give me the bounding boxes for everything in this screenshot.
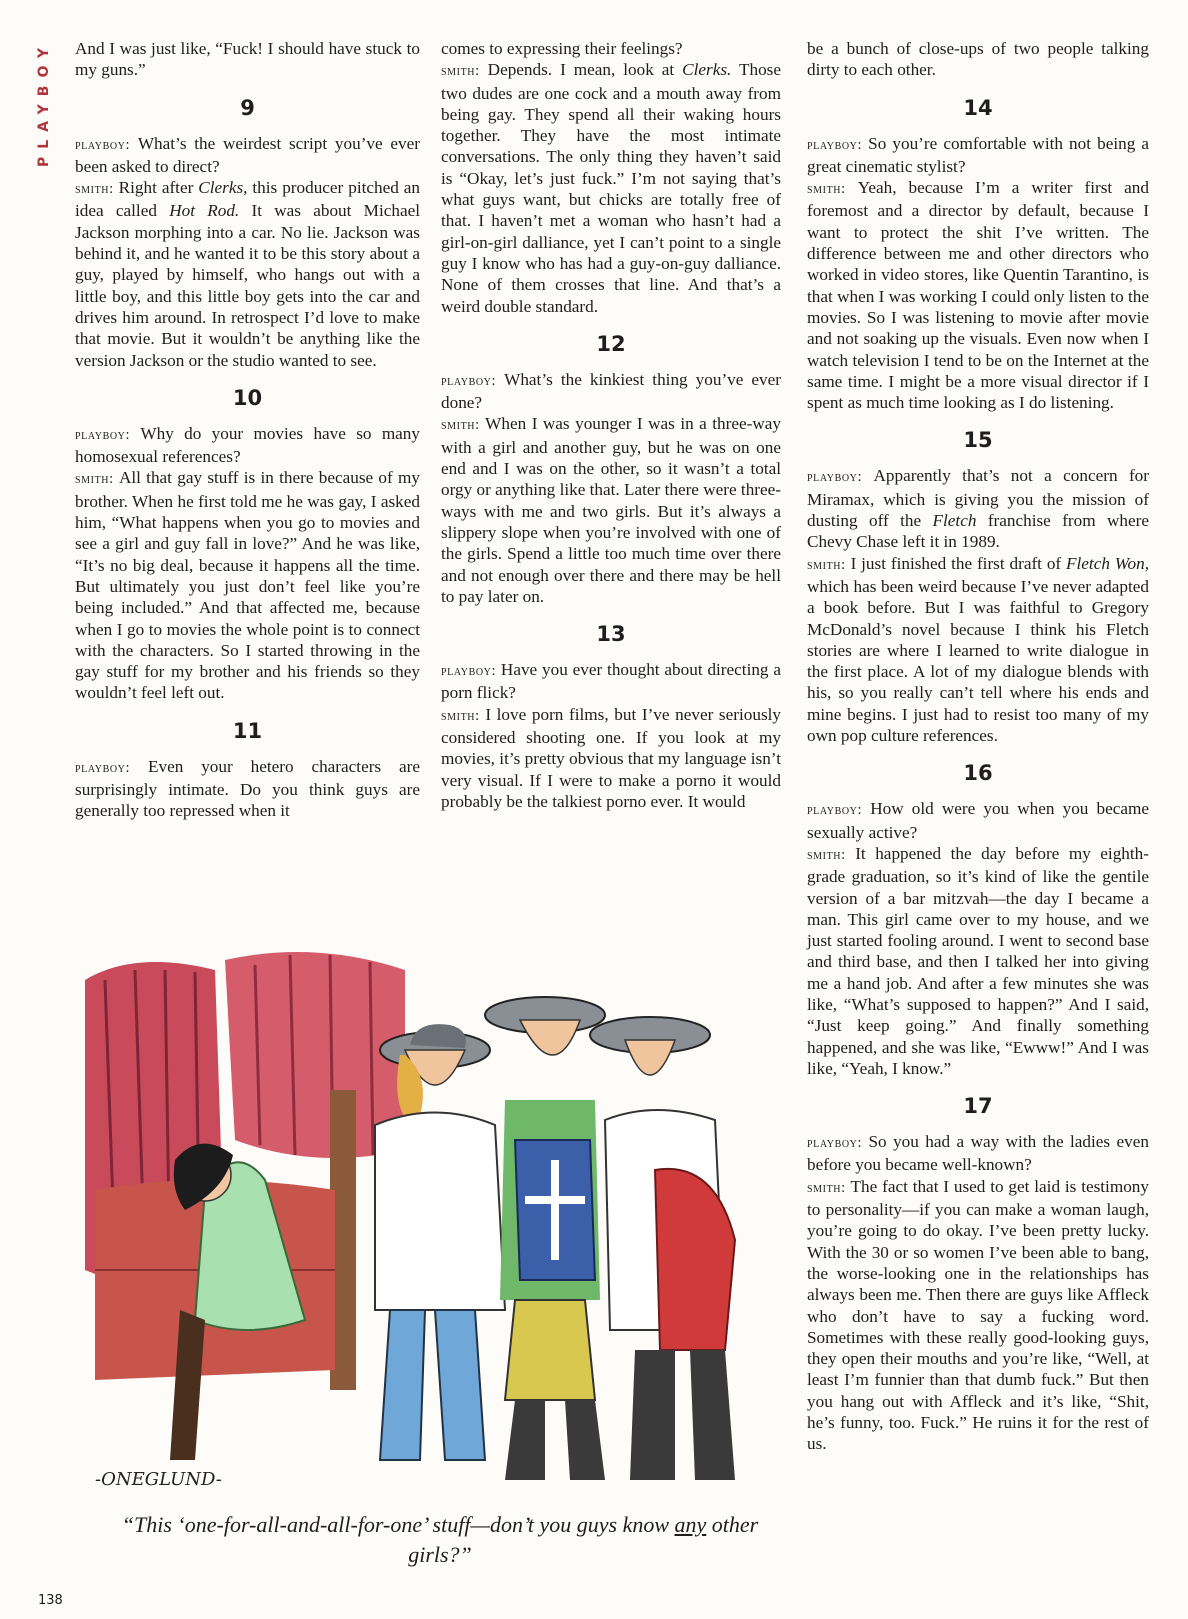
text-column-2 bbox=[441, 38, 781, 812]
question-number: 15 bbox=[963, 428, 993, 453]
question-number: 14 bbox=[963, 95, 993, 120]
speaker-label: playboy : bbox=[75, 137, 138, 153]
question-number: 10 bbox=[232, 385, 263, 410]
question-number: 11 bbox=[232, 718, 263, 743]
speaker-label: playboy : bbox=[75, 760, 148, 776]
speaker-label: smith : bbox=[441, 417, 485, 433]
text-column-3 bbox=[807, 38, 1149, 1455]
answer: smith : It happened the day before my eighth-grade graduation, so it’s kind of like the gentile version of a bar mitzvah—the day I became a man. This girl came over to my house, and we just started fooling around. I went to second base and third base, and then I talked her into giving me a hand job. And after a few minutes she was like, “What’s supposed to happen?” And I said, “Just keep going.” And finally something happened, and she was like, “Ewww!” And I was like, “Yeah, I know.” bbox=[807, 843, 1149, 1079]
speaker-label: smith : bbox=[807, 1180, 851, 1196]
magazine-side-title bbox=[33, 40, 55, 220]
question-number: 13 bbox=[596, 622, 626, 647]
speaker-label: playboy : bbox=[75, 427, 140, 443]
question-number: 12 bbox=[596, 331, 626, 356]
speaker-label: smith : bbox=[807, 181, 858, 197]
speaker-label: playboy : bbox=[807, 137, 868, 153]
answer: smith : The fact that I used to get laid is testimony to personality—if you can make a woman laugh, you’re going to do okay. I’ve been pretty lucky. With the 30 or so women I’ve been able to bang, the worse-looking one in the relationships has always been me. Then there are guys like Affleck who don’t have to say a fucking word. Sometimes with these really good-looking guys, they open their mouths and you’re like, “Well, at least I’m funnier than that dumb fuck.” But then you hang out with Affleck and it’s like, “Shit, he’s funny, too. Fuck.” He ruins it for the rest of us. bbox=[807, 1176, 1149, 1455]
speaker-label: smith : bbox=[75, 181, 119, 197]
magazine-name: PLAYBOY bbox=[36, 40, 52, 168]
cartoon-illustration bbox=[75, 940, 795, 1500]
speaker-label: playboy : bbox=[807, 1135, 869, 1151]
speaker-label: smith : bbox=[807, 557, 851, 573]
answer: smith : I just finished the first draft of Fletch Won, which has been weird because I’ve never adapted a book before. But I was faithful to Gregory McDonald’s novel because I think his Fletch stories are where I learned to write dialogue in the first place. A lot of my dialogue blends with his, so you really can’t tell where his ends and mine begins. I just had to resist too many of my own pop culture references. bbox=[807, 553, 1149, 747]
question-number: 9 bbox=[240, 95, 255, 120]
text-column-1 bbox=[75, 38, 420, 822]
speaker-label: smith : bbox=[441, 63, 488, 79]
question-number: 17 bbox=[963, 1094, 993, 1119]
question: playboy : What’s the kinkiest thing you’ve ever done? bbox=[441, 369, 781, 414]
paragraph: And I was just like, “Fuck! I should have stuck to my guns.” bbox=[75, 39, 420, 80]
musketeer-blue bbox=[485, 997, 605, 1480]
speaker-label: smith : bbox=[75, 471, 119, 487]
paragraph: comes to expressing their feelings? bbox=[441, 39, 683, 58]
question: playboy : How old were you when you became sexually active? bbox=[807, 798, 1149, 843]
question: playboy : Apparently that’s not a concern for Miramax, which is giving you the mission of dusting off the Fletch franchise from where Chevy Chase left it in 1989. bbox=[807, 465, 1149, 552]
speaker-label: playboy : bbox=[807, 469, 873, 485]
answer: smith : I love porn films, but I’ve never seriously considered shooting one. If you look at my movies, it’s pretty obvious that my language isn’t very visual. If I were to make a porno it would probably be the talkiest porno ever. It would bbox=[441, 704, 781, 812]
question: playboy : Why do your movies have so many homosexual references? bbox=[75, 423, 420, 468]
paragraph: be a bunch of close-ups of two people talking dirty to each other. bbox=[807, 39, 1149, 80]
page-number: 138 bbox=[38, 1593, 63, 1608]
question: playboy : Have you ever thought about directing a porn flick? bbox=[441, 659, 781, 704]
cartoon-caption: “This ‘one-for-all-and-all-for-one’ stuff—don’t you guys know any other girls?” bbox=[121, 1512, 759, 1567]
question: playboy : So you had a way with the ladies even before you became well-known? bbox=[807, 1131, 1149, 1176]
answer: smith : Right after Clerks, this producer pitched an idea called Hot Rod. It was about Michael Jackson morphing into a car. No lie. Jackson was behind it, and he wanted it to be this story about a guy, played by himself, who hangs out with a little boy, and this little boy gets into the car and drives him around. In retrospect I’d love to make that movie. But it wouldn’t be anything like the version Jackson or the studio wanted to see. bbox=[75, 177, 420, 371]
answer: smith : Yeah, because I’m a writer first and foremost and a director by default, because I want to protect the shit I’ve written. The difference between me and other directors who worked in video stores, like Quentin Tarantino, is that when I was working I could only listen to the movies. So I was listening to movie after movie and not soaking up the visuals. Even now when I watch television I tend to be on the Internet at the same time. I might be a more visual director if I spent as much time looking as I do listening. bbox=[807, 177, 1149, 413]
artist-signature: -ONEGLUND- bbox=[95, 1469, 222, 1490]
musketeer-red bbox=[590, 1017, 735, 1480]
answer: smith : When I was younger I was in a three-way with a girl and another guy, but he was on one end and I was on the other, so it wasn’t a total orgy or anything like that. Later there were three-ways with me and two girls. But it’s always a slippery slope when you’re involved with one of the girls. Spend a little too much time over there and not enough over there and there may be hell to pay later on. bbox=[441, 413, 781, 607]
speaker-label: smith : bbox=[441, 708, 485, 724]
question: playboy : So you’re comfortable with not being a great cinematic stylist? bbox=[807, 133, 1149, 178]
question-number: 16 bbox=[963, 761, 993, 786]
answer: smith : All that gay stuff is in there because of my brother. When he first told me he was gay, I asked him, “What happens when you go to movies and see a girl and guy fall in love?” And he was like, “It’s no big deal, because it happens all the time. But ultimately you just don’t feel like you’re being included.” And that affected me, because when I go to movies the whole point is to connect with the characters. So I started throwing in the gay stuff for my brother and his friends so they wouldn’t feel left out. bbox=[75, 467, 420, 703]
answer: smith : Depends. I mean, look at Clerks. Those two dudes are one cock and a mouth away from being gay. They spend all their waking hours together. They have the most intimate conversations. The only thing they haven’t said is “Okay, let’s just fuck.” I’m not saying that’s what guys want, but chicks are totally free of that. I haven’t met a woman who hasn’t had a girl-on-girl dalliance, yet I can’t point to a single guy I know who has had a guy-on-guy dalliance. None of them crosses that line. And that’s a weird double standard. bbox=[441, 59, 781, 317]
speaker-label: playboy : bbox=[807, 802, 870, 818]
speaker-label: playboy : bbox=[441, 663, 501, 679]
speaker-label: smith : bbox=[807, 847, 855, 863]
question: playboy : What’s the weirdest script you’ve ever been asked to direct? bbox=[75, 133, 420, 178]
speaker-label: playboy : bbox=[441, 373, 504, 389]
question: playboy : Even your hetero characters are surprisingly intimate. Do you think guys are generally too repressed when it bbox=[75, 756, 420, 822]
